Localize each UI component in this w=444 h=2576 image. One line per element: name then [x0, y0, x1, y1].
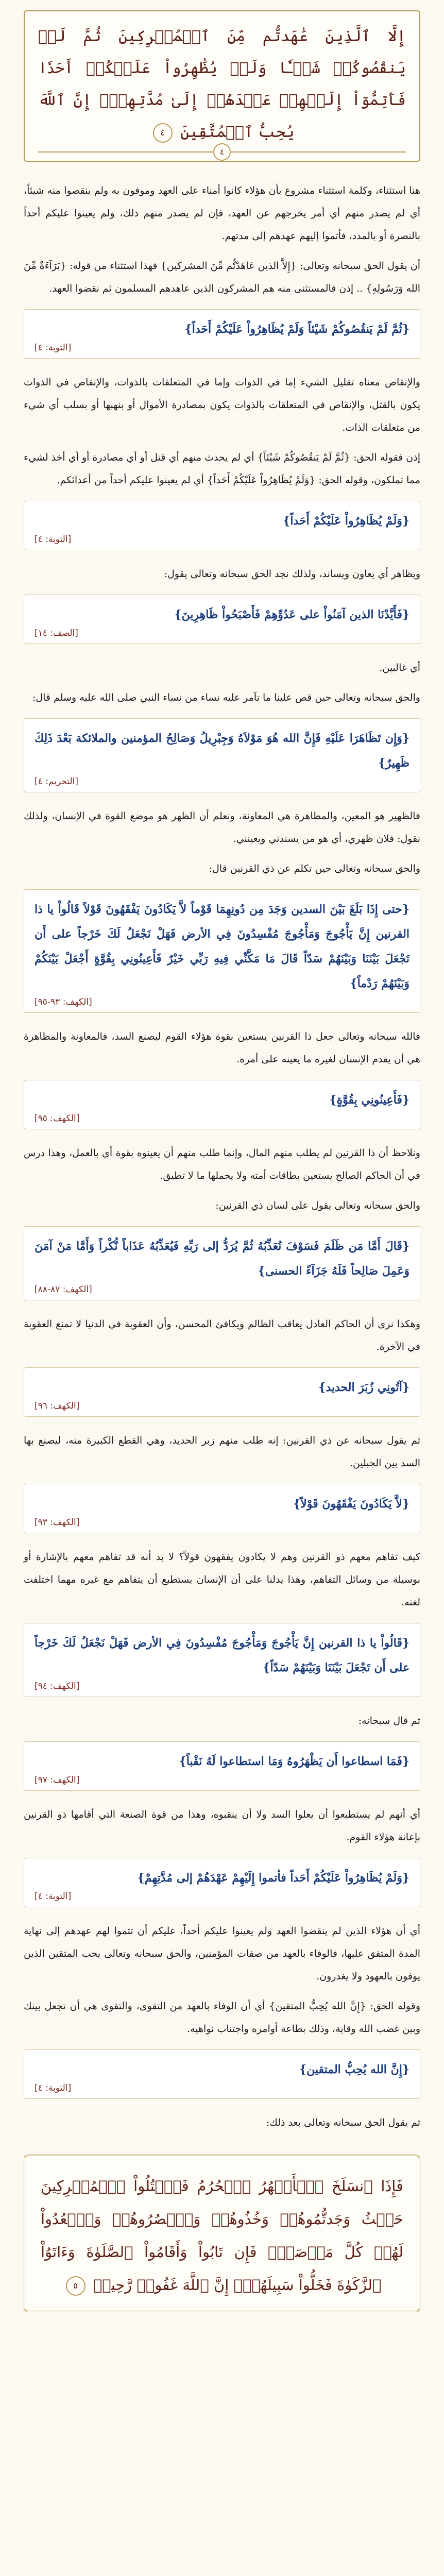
quote-text: {وَلَمْ يُظَاهِرُواْ عَلَيْكُمْ أَحَداً}: [283, 514, 409, 528]
quran-quote: [24, 2049, 420, 2099]
quran-quote: [24, 1367, 420, 1417]
quote-text: {فَأَعِينُونِي بِقُوَّةٍ}: [329, 1093, 409, 1107]
opening-verse-text: [38, 21, 406, 148]
ayah-number-marker: ٤: [153, 123, 173, 143]
quran-quote: [24, 718, 420, 792]
paragraph: أي أنهم لم يستطيعوا أن يعلوا السد ولا أن ينقبوه، وهذا من قوة الصنعة التي أقامها ذو القرنين بإعانة هؤلاء القوم.: [24, 1809, 420, 1843]
opening-verse-box: [24, 10, 420, 162]
quran-quote: [24, 595, 420, 644]
quote-reference: [الكهف: ٩٦]: [35, 1401, 80, 1411]
quote-reference: [التوبة: ٤]: [35, 534, 72, 545]
paragraph: أن يقول الحق سبحانه وتعالى: {إِلاَّ الذين عَاهَدْتُّم مِّنَ المشركين} فهذا استثناء من قوله: {بَرَآءَةٌ مِّنَ الله وَرَسُولِهِ} .. إذن فالمستثنى منه هم المشركون الذين عاهدهم المسلمون ثم نقضوا العهد.: [24, 260, 420, 294]
paragraph: ونلاحظ أن ذا القرنين لم يطلب منهم المال، وإنما طلب منهم أن يعينوه بقوة أي بالعمل، وهذا درس في أن الحاكم الصالح يستعين بطاقات أمته ولا يحملها ما لا تطيق.: [24, 1147, 420, 1181]
quote-text: {وَإِن تَظَاهَرَا عَلَيْهِ فَإِنَّ الله هُوَ مَوْلاَهُ وَجِبْرِيلُ وَصَالِحُ المؤمنين والملائكة بَعْدَ ذَلِكَ ظَهِيرٌ}: [35, 732, 409, 770]
quote-text: {ثُمَّ لَمْ يَنقُصُوكُمْ شَيْئاً وَلَمْ يُظَاهِرُواْ عَلَيْكُمْ أَحَداً}: [184, 323, 409, 336]
paragraph: والإنقاص معناه تقليل الشيء إما في الذوات وإما في المتعلقات بالذوات، والإنقاص في الذوات يكون بالقتل، والإنقاص في المتعلقات بالذوات يكون بمصادرة الأموال أو بنهبها أو بسلب أي شيء من متعلقات الذات.: [24, 377, 420, 433]
spacer: [24, 162, 420, 179]
quote-reference: [الكهف: ٩٧]: [35, 1775, 80, 1785]
quote-text: {فَأَيَّدْنَا الذين آمَنُواْ على عَدُوِّهِمْ فَأَصْبَحُواْ ظَاهِرِينَ}: [174, 608, 409, 621]
paragraph: فالله سبحانه وتعالى جعل ذا القرنين يستعين بقوة هؤلاء القوم ليصنع السد، فالمعاونة والمظاهرة هي أن يقدم الإنسان لغيره ما يعينه على أمره.: [24, 1031, 420, 1065]
quran-quote: [24, 1226, 420, 1300]
quote-reference: [التحريم: ٤]: [35, 776, 78, 787]
section-medallion-icon: ٤: [213, 143, 231, 161]
quran-quote: [24, 1858, 420, 1907]
paragraph: وقوله الحق: {إِنَّ الله يُحِبُّ المتقين} أي أن الوفاء بالعهد من التقوى، والتقوى هي أن تجعل بينك وبين غضب الله وقاية، وذلك بطاعة أوامره واجتناب نواهيه.: [24, 2001, 420, 2035]
quran-quote: [24, 1623, 420, 1697]
quote-text: {إِنَّ الله يُحِبُّ المتقين}: [299, 2063, 409, 2076]
quote-text: {قَالُواْ يا ذا القرنين إِنَّ يَأْجُوجَ وَمَأْجُوجَ مُفْسِدُونَ فِي الأرض فَهَلْ نَجْعَلُ لَكَ خَرْجاً على أَن تَجْعَلَ بَيْنَنَا وَبَيْنَهُمْ سَدّاً}: [35, 1636, 409, 1674]
quote-reference: [الكهف: ٩٣]: [35, 1517, 80, 1528]
ayah-number-marker: ٥: [66, 2276, 86, 2296]
quote-text: {آتُونِي زُبَرَ الحديد}: [318, 1381, 409, 1394]
paragraph: هنا استثناء، وكلمة استثناء مشروع بأن هؤلاء كانوا أمناء على العهد وموفون به ولم ينقصوا منه شيئاً، أي لم يصدر منهم أي أمر يخرجهم عن العهد، فإن لم يصدر منهم ذلك، ولم يعينوا عليكم أحداً بالنصرة أو بالمدد، فأتموا إليهم عهدهم إلى مدتهم.: [24, 185, 420, 242]
quran-quote: [24, 1080, 420, 1129]
quote-text: {وَلَمْ يُظَاهِرُواْ عَلَيْكُمْ أَحَداً فأتموا إِلَيْهِمْ عَهْدَهُمْ إلى مُدَّتِهِمْ}: [137, 1871, 409, 1885]
verse-5-text: فَإِذَا ٱنسَلَخَ ٱلۡأَشۡهُرُ ٱلۡحُرُمُ فَٱقۡتُلُواْ ٱلۡمُشۡرِكِينَ حَيۡثُ وَجَدتُّمُوهُمۡ وَخُذُوهُمۡ وَٱحۡصُرُوهُمۡ وَٱقۡعُدُواْ لَهُمۡ كُلَّ مَرۡصَدٖۚ فَإِن تَابُواْ وَأَقَامُواْ ٱلصَّلَوٰةَ وَءَاتَوُاْ ٱلزَّكَوٰةَ فَخَلُّواْ سَبِيلَهُمۡۚ إِنَّ ٱللَّهَ غَفُورٞ رَّحِيمٞ: [41, 2177, 403, 2294]
paragraph: ويظاهر أي يعاون ويساند، ولذلك نجد الحق سبحانه وتعالى يقول:: [164, 568, 420, 580]
quran-quote: [24, 309, 420, 359]
quote-reference: [الكهف: ٩٤]: [35, 1681, 80, 1691]
paragraph: ثم يقول الحق سبحانه وتعالى بعد ذلك:: [266, 2117, 420, 2128]
paragraph: أي غالبين.: [379, 662, 420, 673]
paragraph: ثم يقول سبحانه عن ذي القرنين: إنه طلب منهم زبر الحديد، وهي القطع الكبيرة منه، ليصنع بها السد بين الجبلين.: [24, 1435, 420, 1469]
paragraph: وهكذا نرى أن الحاكم العادل يعاقب الظالم ويكافئ المحسن، وأن العقوبة في الدنيا لا تمنع العقوبة في الآخرة.: [24, 1318, 420, 1352]
quote-text: {فَمَا اسطاعوا أَن يَظْهَرُوهُ وَمَا استطاعوا لَهُ نَقْباً}: [179, 1755, 409, 1768]
quote-reference: [الصف: ١٤]: [35, 628, 78, 638]
quote-text: {لاَّ يَكَادُونَ يَفْقَهُونَ قَوْلاً}: [293, 1497, 409, 1511]
paragraph: والحق سبحانه وتعالى حين تكلم عن ذي القرنين قال:: [209, 863, 420, 874]
quran-quote: [24, 1484, 420, 1533]
paragraph: والحق سبحانه وتعالى حين قص علينا ما تآمر عليه نساء من نساء النبي صلى الله عليه وسلم قال:: [32, 692, 420, 703]
quran-quote: [24, 1741, 420, 1791]
quote-reference: [الكهف: ٨٧-٨٨]: [35, 1284, 92, 1295]
quote-reference: [التوبة: ٤]: [35, 1891, 72, 1902]
quran-quote: [24, 501, 420, 550]
quote-reference: [الكهف: ٩٣-٩٥]: [35, 997, 92, 1007]
paragraph: إذن فقوله الحق: {ثُمَّ لَمْ يَنقُصُوكُمْ شَيْئاً} أي لم يحدث منهم أي قتل أو أي مصادرة أو أي أخذ لشيء مما تملكون، وقوله الحق: {وَلَمْ يُظَاهِرُواْ عَلَيْكُمْ أَحَداً} أي لم يعينوا عليكم أحداً من أعدائكم.: [24, 452, 420, 486]
paragraph: كيف تفاهم معهم ذو القرنين وهم لا يكادون يفقهون قولاً؟ لا بد أنه قد تفاهم معهم بالإشارة أو بوسيلة من وسائل التفاهم، وهذا يدلنا على أن الإنسان يستطيع أن يتفاهم مع غيره مهما اختلفت لغته.: [24, 1551, 420, 1608]
closing-verse-text: [41, 2170, 403, 2301]
paragraph: ثم قال سبحانه:: [358, 1715, 420, 1726]
paragraph: والحق سبحانه وتعالى يقول على لسان ذي القرنين:: [215, 1200, 420, 1211]
quote-text: {حتى إِذَا بَلَغَ بَيْنَ السدين وَجَدَ مِن دُونِهِمَا قَوْماً لاَّ يَكَادُونَ يَفْقَهُونَ قَوْلاً قَالُواْ يا ذا القرنين إِنَّ يَأْجُوجَ وَمَأْجُوجَ مُفْسِدُونَ فِي الأرض فَهَلْ نَجْعَلُ لَكَ خَرْجاً على أَن تَجْعَلَ بَيْنَنَا وَبَيْنَهُمْ سَدّاً قَالَ مَا مَكَّنِّي فِيهِ رَبِّي خَيْرٌ فَأَعِينُونِي بِقُوَّةٍ أَجْعَلْ بَيْنَكُمْ وَبَيْنَهُمْ رَدْماً}: [35, 903, 409, 990]
paragraph: فالظهير هو المعين، والمظاهرة هي المعاونة، ونعلم أن الظهر هو موضع القوة في الإنسان، ولذلك نقول: فلان ظهري، أي هو من يسندني ويعينني.: [24, 810, 420, 844]
paragraph: أي أن هؤلاء الذين لم ينقضوا العهد ولم يعينوا عليكم أحداً، عليكم أن تتموا لهم عهدهم إلى نهاية المدة المتفق عليها، فالوفاء بالعهد من صفات المؤمنين، والحق سبحانه وتعالى يحب المتقين الذين يوفون بالعهود ولا يغدرون.: [24, 1925, 420, 1982]
ornamental-divider: [38, 147, 406, 157]
quote-reference: [التوبة: ٤]: [35, 343, 72, 353]
quran-quote: [24, 889, 420, 1013]
quote-reference: [الكهف: ٩٥]: [35, 1113, 80, 1124]
quote-text: {قَالَ أَمَّا مَن ظَلَمَ فَسَوْفَ نُعَذِّبُهُ ثُمَّ يُرَدُّ إلى رَبِّهِ فَيُعَذِّبُهُ عَذَاباً نُّكْراً وَأَمَّا مَنْ آمَنَ وَعَمِلَ صَالِحاً فَلَهُ جَزَآءً الحسنى}: [35, 1240, 409, 1278]
quote-reference: [التوبة: ٤]: [35, 2083, 72, 2093]
closing-verse-box: [24, 2155, 420, 2312]
verse-4-text: إِلَّا ٱلَّذِينَ عَٰهَدتُّم مِّنَ ٱلۡمُشۡرِكِينَ ثُمَّ لَمۡ يَنقُصُوكُمۡ شَيۡـٔٗا وَلَمۡ يُظَٰهِرُواْ عَلَيۡكُمۡ أَحَدٗا فَأَتِمُّوٓاْ إِلَيۡهِمۡ عَهۡدَهُمۡ إِلَىٰ مُدَّتِهِمۡۚ إِنَّ ٱللَّهَ يُحِبُّ ٱلۡمُتَّقِينَ: [38, 27, 406, 141]
